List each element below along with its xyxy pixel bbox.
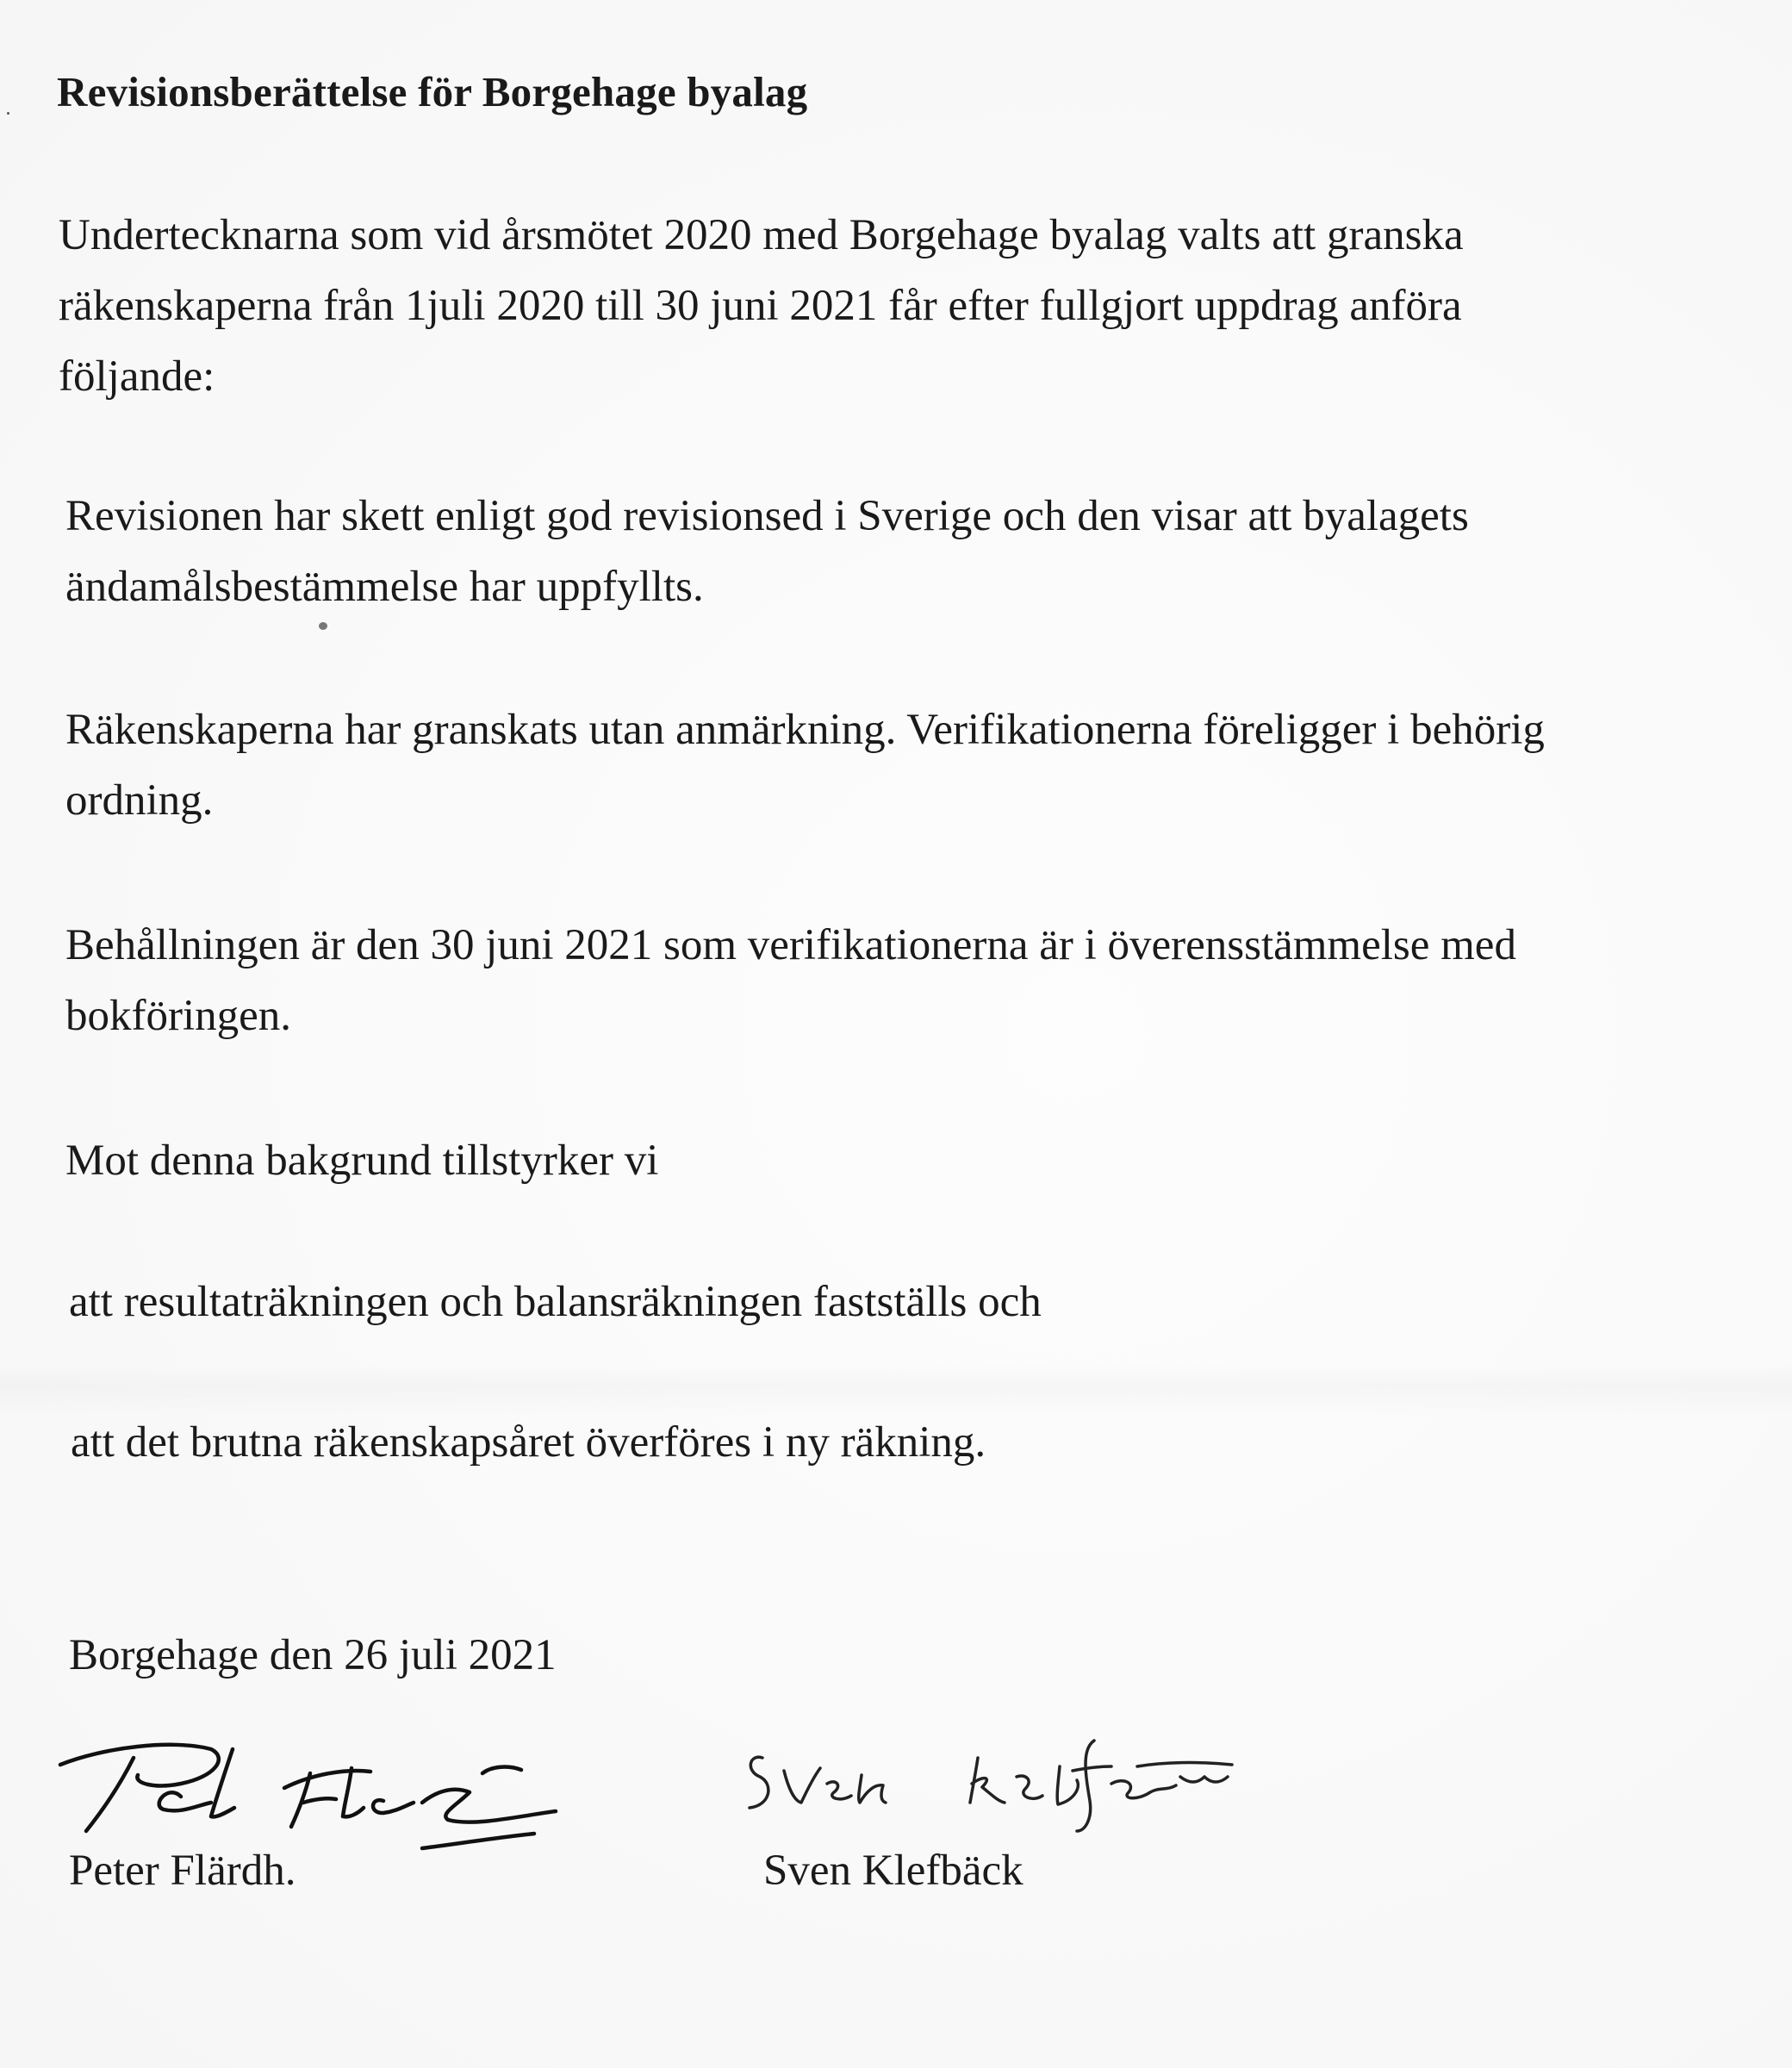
text-line: att resultaträkningen och balansräkningen fastställs och bbox=[69, 1278, 1042, 1326]
signer-name-1: Peter Flärdh. bbox=[69, 1847, 296, 1895]
signature-sven-klefback bbox=[732, 1723, 1284, 1835]
paragraph-motion-1 bbox=[69, 1267, 1042, 1337]
ink-dot bbox=[319, 622, 327, 630]
text-line: ändamålsbestämmelse har uppfyllts. bbox=[65, 563, 704, 611]
text-line: bokföringen. bbox=[65, 992, 292, 1040]
text-line: ordning. bbox=[65, 776, 214, 825]
paragraph-motion-2 bbox=[71, 1407, 986, 1478]
text-line: Räkenskaperna har granskats utan anmärkning. Verifikationerna föreligger i behörig bbox=[65, 706, 1545, 754]
text-line: Revisionen har skett enligt god revisionsed i Sverige och den visar att byalagets bbox=[65, 492, 1469, 540]
text-line: följande: bbox=[59, 352, 215, 401]
text-line: Behållningen är den 30 juni 2021 som verifikationerna är i överensstämmelse med bbox=[65, 921, 1516, 969]
text-line: att det brutna räkenskapsåret överföres i ny räkning. bbox=[71, 1418, 986, 1467]
text-line: Mot denna bakgrund tillstyrker vi bbox=[65, 1137, 659, 1185]
paragraph-intro bbox=[59, 200, 1464, 412]
paragraph-recommendation bbox=[65, 1125, 658, 1196]
paragraph-accounts bbox=[65, 695, 1545, 836]
paragraph-balance bbox=[65, 910, 1516, 1051]
text-line: Undertecknarna som vid årsmötet 2020 med Borgehage byalag valts att granska bbox=[59, 211, 1464, 259]
paragraph-revision bbox=[65, 481, 1469, 622]
document-title: Revisionsberättelse för Borgehage byalag bbox=[57, 68, 808, 115]
edge-mark bbox=[7, 112, 9, 115]
place-and-date bbox=[69, 1620, 557, 1691]
signer-name-2: Sven Klefbäck bbox=[763, 1847, 1024, 1895]
text-line: räkenskaperna från 1juli 2020 till 30 juni 2021 får efter fullgjort uppdrag anföra bbox=[59, 282, 1462, 330]
text-line: Borgehage den 26 juli 2021 bbox=[69, 1631, 557, 1679]
